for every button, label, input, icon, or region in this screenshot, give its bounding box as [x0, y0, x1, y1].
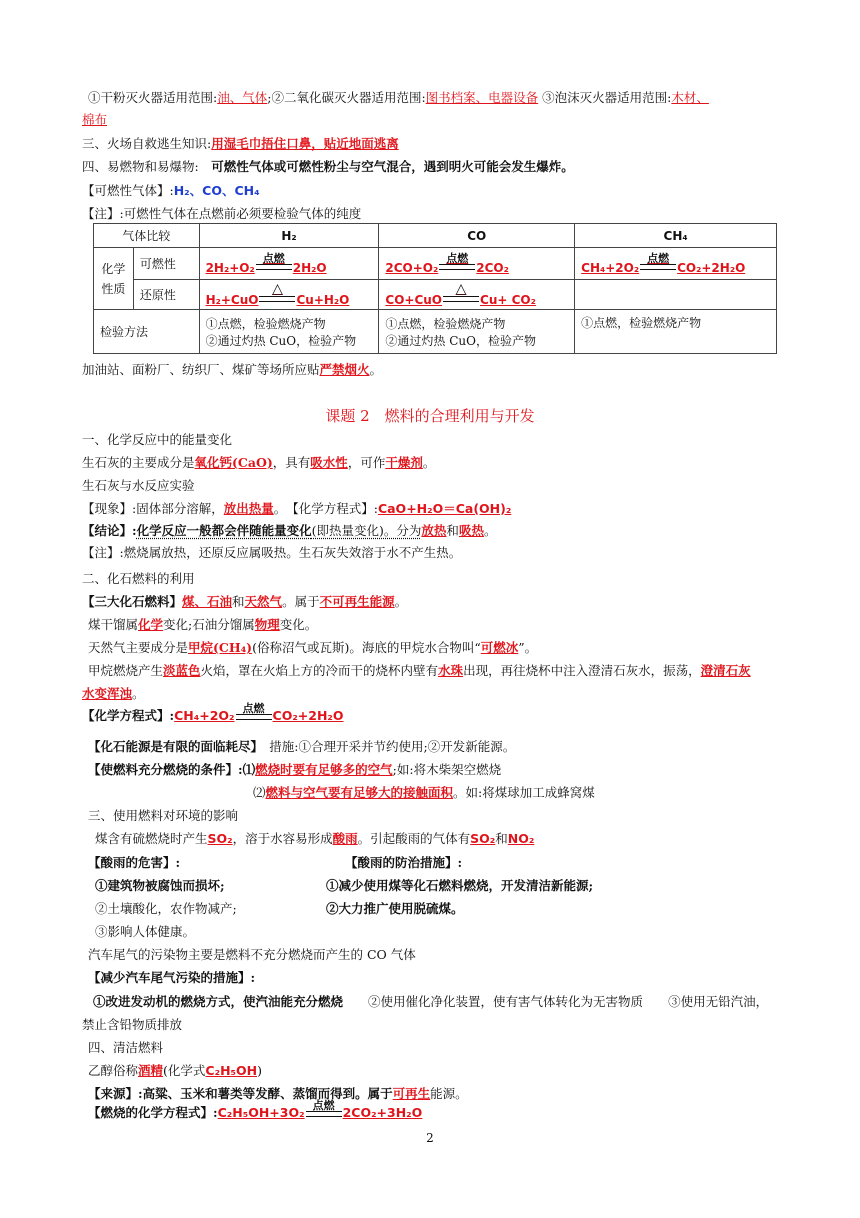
text-line: 汽车尾气的污染物主要是燃料不充分燃烧而产生的 CO 气体	[88, 947, 416, 962]
table-cell: ①点燃，检验燃烧产物 ②通过灼热 CuO，检验产物	[199, 310, 379, 354]
extinguisher-line	[88, 89, 709, 107]
escape-line	[82, 135, 399, 153]
text-line: 乙醇俗称酒精(化学式C₂H₅OH)	[88, 1063, 262, 1078]
text: ;②二氧化碳灭火器适用范围:	[267, 90, 426, 105]
heading: 三、使用燃料对环境的影响	[88, 808, 239, 823]
gas-comparison-table	[93, 223, 777, 354]
text-line: 【酸雨的防治措施】:	[345, 855, 463, 870]
text: ③泡沫灭火器适用范围:	[542, 90, 672, 105]
text-line: ②土壤酸化，农作物减产;	[95, 901, 237, 916]
heading: 一、化学反应中的能量变化	[82, 432, 233, 447]
answer: 木材、	[671, 90, 709, 105]
text: 加油站、面粉厂、纺织厂、煤矿等场所应贴	[82, 362, 320, 377]
table-cell: 2CO+O₂ 点燃 2CO₂	[379, 248, 575, 280]
equation-line: 【燃烧的化学方程式】: C₂H₅OH+3O₂ 点燃 2CO₂+3H₂O	[88, 1099, 423, 1120]
text: 【可燃性气体】:	[82, 183, 174, 198]
text-line: 【现象】:固体部分溶解，放出热量。 【化学方程式】:CaO+H₂O＝Ca(OH)₂	[82, 501, 512, 516]
flammable-line	[82, 158, 574, 176]
text-line: 天然气主要成分是甲烷(CH₄)(俗称沼气或瓦斯)。海底的甲烷水合物叫“可燃冰”。	[88, 640, 538, 655]
table-cell: ①点燃，检验燃烧产物	[575, 310, 777, 354]
row-label: 可燃性	[133, 248, 199, 280]
table-header: 气体比较	[94, 224, 200, 248]
table-header: CH₄	[575, 224, 777, 248]
table-cell: CH₄+2O₂ 点燃 CO₂+2H₂O	[575, 248, 777, 280]
heading: 二、化石燃料的利用	[82, 571, 195, 586]
text-line: 【化石能源是有限的面临耗尽】 措施:①合理开采并节约使用;②开发新能源。	[88, 739, 516, 754]
heading: 四、清洁燃料	[88, 1040, 164, 1055]
text-line: 【结论】:化学反应一般都会伴随能量变化(即热量变化)。分为放热和吸热。	[82, 523, 497, 538]
table-cell	[575, 280, 777, 310]
text-line: 生石灰的主要成分是氧化钙(CaO)，具有吸水性，可作干燥剂。	[82, 455, 436, 470]
text-line: ①减少使用煤等化石燃料燃烧，开发清洁新能源;	[326, 878, 594, 893]
row-group-label: 化学性质	[94, 248, 134, 310]
text-line: ①建筑物被腐蚀而损坏;	[95, 878, 225, 893]
note-line	[82, 205, 361, 223]
text-line: 煤含有硫燃烧时产生SO₂，溶于水容易形成酸雨。引起酸雨的气体有SO₂和NO₂	[95, 831, 535, 846]
table-cell: CO+CuO △ Cu+ CO₂	[379, 280, 575, 310]
text-line: 禁止含铅物质排放	[82, 1017, 183, 1032]
text-line: 甲烷燃烧产生淡蓝色火焰，罩在火焰上方的冷而干的烧杯内壁有水珠出现，再往烧杯中注入澄清石灰水，振荡，澄清石灰	[88, 663, 751, 678]
answer: 图书档案、电器设备	[425, 90, 539, 105]
table-cell: 2H₂+O₂ 点燃 2H₂O	[199, 248, 379, 280]
table-cell: ①点燃，检验燃烧产物 ②通过灼热 CuO，检验产物	[379, 310, 575, 354]
text-line: 【减少汽车尾气污染的措施】:	[88, 970, 256, 985]
text: 【注】:可燃性气体在点燃前必须要检验气体的纯度	[82, 206, 362, 221]
row-label: 还原性	[133, 280, 199, 310]
text-line: ②大力推广使用脱硫煤。	[326, 901, 464, 916]
text-line: 水变浑浊。	[82, 686, 145, 701]
extinguisher-line-cont	[82, 111, 107, 129]
text-line: 【注】:燃烧属放热，还原反应属吸热。生石灰失效溶于水不产生热。	[82, 545, 462, 560]
table-header: CO	[379, 224, 575, 248]
text-line: 【来源】:高粱、玉米和薯类等发酵、蒸馏而得到。属于可再生能源。	[88, 1086, 468, 1101]
text-line: ⑵燃料与空气要有足够大的接触面积。如:将煤球加工成蜂窝煤	[253, 785, 595, 800]
text-line: 生石灰与水反应实验	[82, 478, 195, 493]
text-line: 【酸雨的危害】:	[88, 855, 181, 870]
answer: H₂、CO、CH₄	[173, 183, 260, 198]
text-line: 【使燃料充分燃烧的条件】:⑴燃烧时要有足够多的空气;如:将木柴架空燃烧	[88, 762, 502, 777]
table-header: H₂	[199, 224, 379, 248]
text-line: ①改进发动机的燃烧方式，使汽油能充分燃烧 ②使用催化净化装置，使有害气体转化为无害物质 ③使用无铅汽油，	[93, 994, 769, 1009]
answer: 用湿毛巾捂住口鼻，贴近地面逃离	[211, 136, 399, 151]
text-line: 煤干馏属化学变化;石油分馏属物理变化。	[88, 617, 318, 632]
text: 四、易燃物和易爆物:	[82, 159, 199, 174]
gases-line	[82, 182, 260, 200]
text: 三、火场自救逃生知识:	[82, 136, 212, 151]
answer: 油、气体	[217, 90, 268, 105]
section-title: 课题 2 燃料的合理利用与开发	[325, 407, 535, 425]
table-cell: H₂+CuO △ Cu+H₂O	[199, 280, 379, 310]
answer: 棉布	[82, 112, 108, 127]
text: ①干粉灭火器适用范围:	[88, 90, 218, 105]
page-number: 2	[426, 1131, 434, 1145]
text-line: 【三大化石燃料】煤、石油和天然气。属于不可再生能源。	[82, 594, 408, 609]
warning-line: 加油站、面粉厂、纺织厂、煤矿等场所应贴严禁烟火。	[82, 362, 383, 377]
equation-line: 【化学方程式】: CH₄+2O₂ 点燃 CO₂+2H₂O	[82, 702, 344, 723]
row-label: 检验方法	[94, 310, 200, 354]
text: 可燃性气体或可燃性粉尘与空气混合，遇到明火可能会发生爆炸。	[211, 159, 574, 174]
answer: 严禁烟火	[319, 362, 370, 377]
text-line: ③影响人体健康。	[95, 924, 196, 939]
